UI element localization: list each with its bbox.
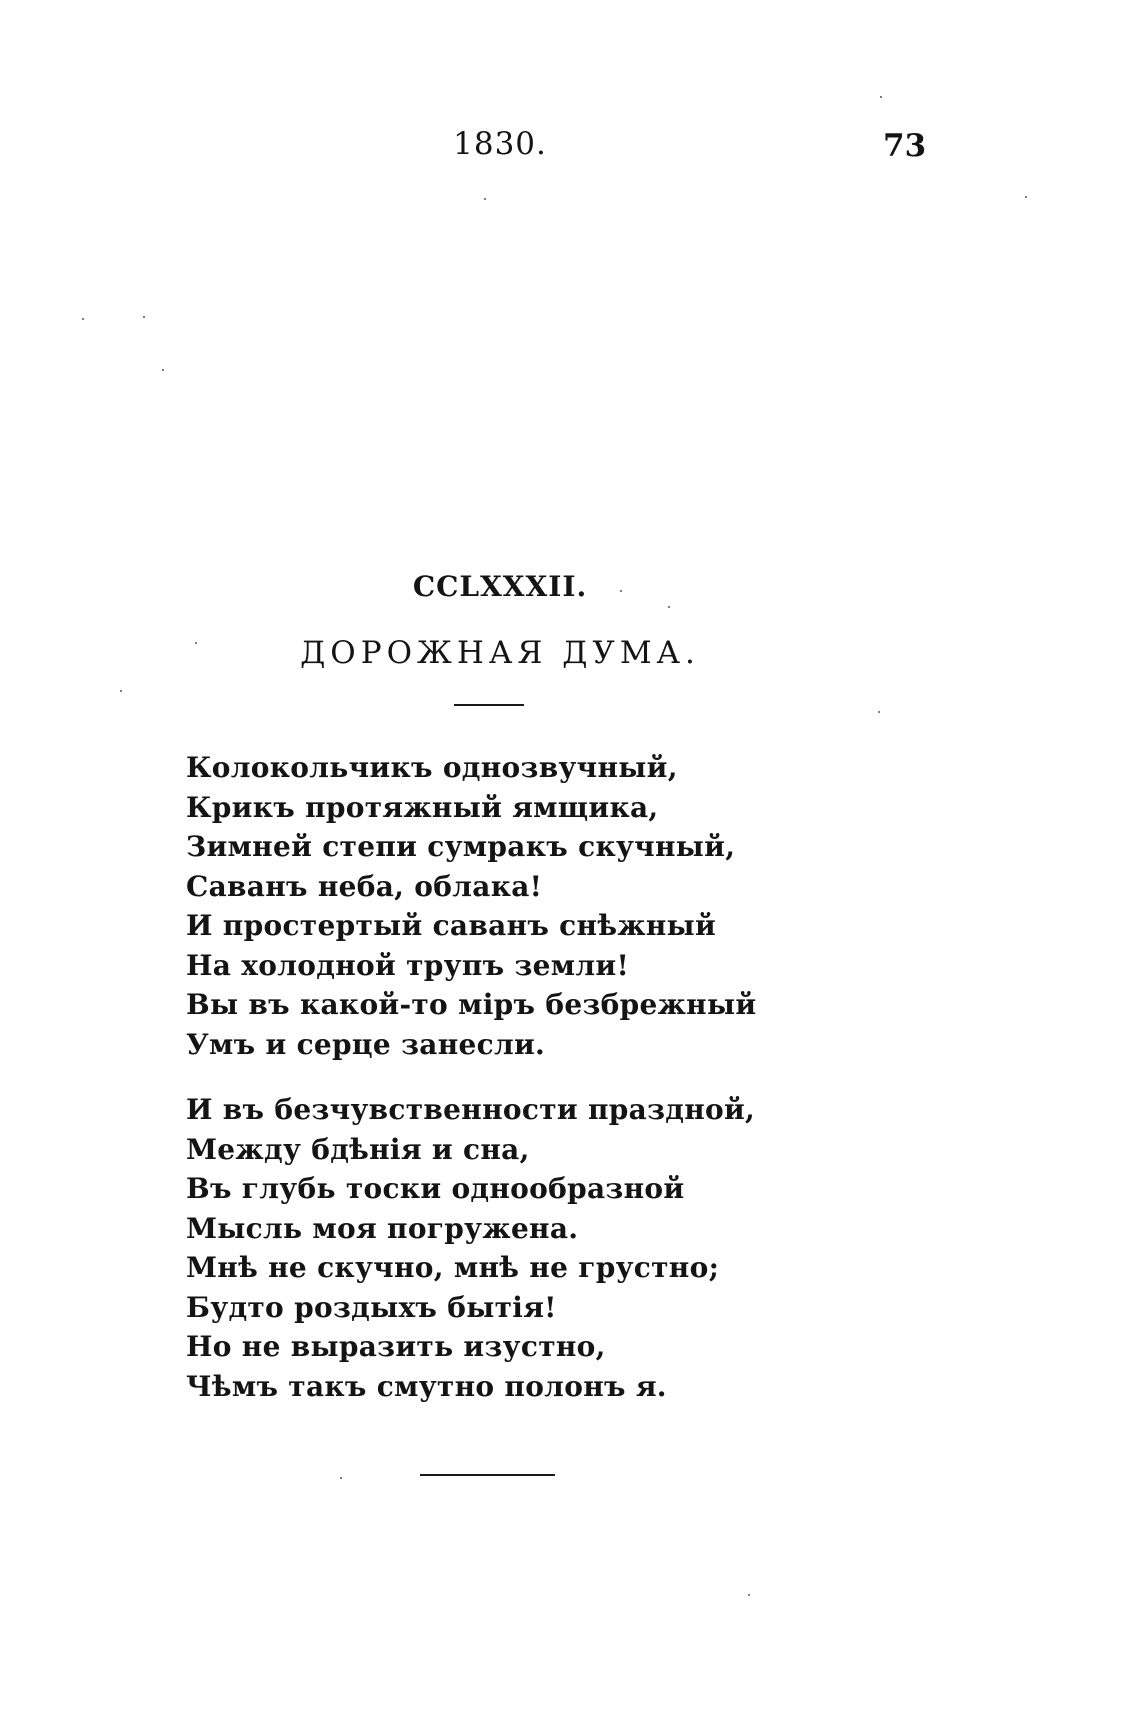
poem-line: Но не выразить изустно,: [186, 1330, 606, 1363]
poem-line: Умъ и серце занесли.: [186, 1027, 546, 1061]
header-year: 1830.: [453, 126, 547, 162]
scan-speck: [748, 1594, 750, 1596]
poem-line: Колокольчикъ однозвучный,: [186, 751, 678, 784]
poem-line: Между бдѣнія и сна,: [186, 1132, 530, 1166]
poem-number: CCLXXXII.: [412, 570, 588, 603]
end-divider: [420, 1474, 555, 1476]
page-number: 73: [883, 128, 927, 164]
poem-line: И въ безчувственности праздной,: [186, 1093, 756, 1126]
title-divider: [454, 704, 524, 706]
scan-speck: [878, 711, 880, 713]
scan-speck: [143, 316, 145, 318]
poem-line: На холодной трупъ земли!: [186, 948, 630, 982]
stanza-2: [186, 1090, 755, 1406]
stanza-1: [186, 748, 756, 1064]
scan-speck: [340, 1477, 342, 1479]
scan-speck: [82, 318, 84, 320]
scan-speck: [620, 590, 622, 592]
poem-line: Саванъ неба, облака!: [186, 869, 543, 903]
scan-speck: [162, 369, 164, 371]
poem-line: Будто роздыхъ бытія!: [186, 1290, 557, 1324]
scan-speck: [484, 198, 486, 200]
scan-speck: [1025, 196, 1027, 198]
poem-line: Чѣмъ такъ смутно полонъ я.: [186, 1369, 667, 1403]
poem-line: Въ глубь тоски однообразной: [186, 1172, 685, 1205]
poem-line: Вы въ какой-то міръ безбрежный: [186, 988, 757, 1021]
poem-line: Крикъ протяжный ямщика,: [186, 790, 659, 824]
scan-speck: [880, 96, 882, 98]
poem-line: Мнѣ не скучно, мнѣ не грустно;: [186, 1251, 720, 1284]
scan-speck: [195, 642, 197, 644]
scan-speck: [668, 606, 670, 608]
poem-line: Зимней степи сумракъ скучный,: [186, 830, 736, 863]
poem-line: Мысль моя погружена.: [186, 1211, 579, 1245]
poem-line: И простертый саванъ снѣжный: [186, 909, 717, 942]
poem-title: ДОРОЖНАЯ ДУМА.: [300, 635, 700, 671]
scan-speck: [120, 690, 122, 692]
